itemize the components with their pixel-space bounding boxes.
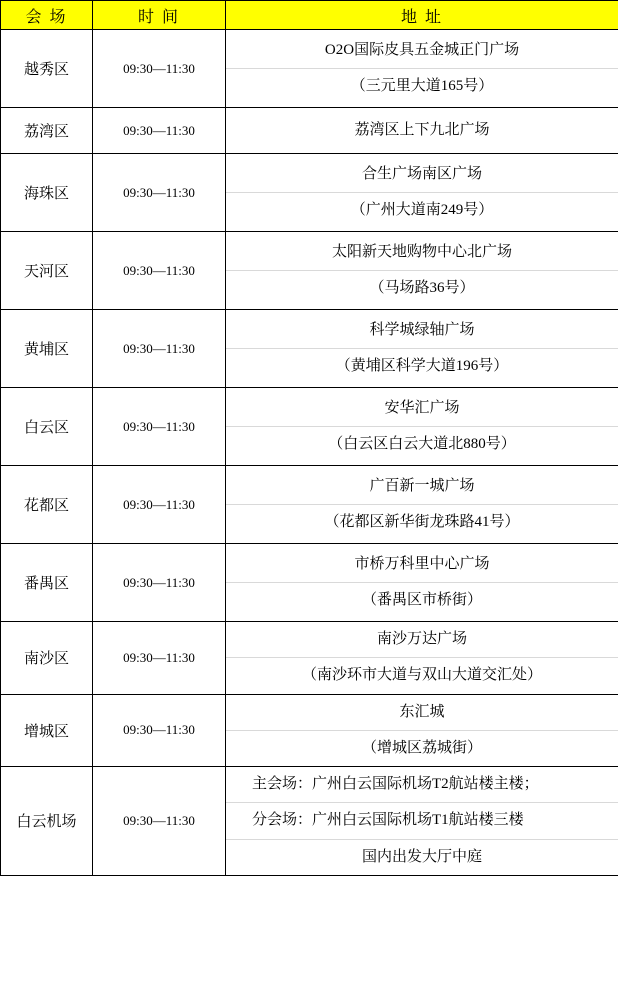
- table-row: [1, 544, 618, 622]
- cell-address: [226, 388, 618, 466]
- address-line: 分会场：广州白云国际机场T1航站楼三楼: [226, 802, 618, 838]
- address-line: 太阳新天地购物中心北广场: [331, 243, 512, 260]
- address-line: （马场路36号）: [226, 270, 618, 306]
- table-row: [1, 154, 618, 232]
- address-lines: [226, 235, 618, 307]
- table-row: [1, 694, 618, 767]
- table-body: [1, 30, 618, 876]
- cell-time: 09:30—11:30: [93, 767, 226, 876]
- address-line: （黄埔区科学大道196号）: [226, 348, 618, 384]
- cell-venue: 荔湾区: [1, 108, 93, 154]
- table-header-row: [1, 1, 618, 30]
- address-line: 市桥万科里中心广场: [354, 555, 490, 572]
- address-line: 合生广场南区广场: [361, 165, 482, 182]
- table-row: [1, 622, 618, 695]
- cell-venue: 天河区: [1, 232, 93, 310]
- address-lines: [226, 313, 618, 385]
- cell-address: [226, 30, 618, 108]
- cell-venue: 白云机场: [1, 767, 93, 876]
- address-lines: [226, 547, 618, 619]
- cell-address: [226, 767, 618, 876]
- column-header-venue: 会 场: [1, 1, 93, 30]
- cell-time: 09:30—11:30: [93, 310, 226, 388]
- cell-time: 09:30—11:30: [93, 108, 226, 154]
- cell-address: [226, 154, 618, 232]
- cell-venue: 花都区: [1, 466, 93, 544]
- address-line: 国内出发大厅中庭: [226, 839, 618, 875]
- table-row: [1, 466, 618, 544]
- cell-venue: 番禺区: [1, 544, 93, 622]
- cell-venue: 越秀区: [1, 30, 93, 108]
- cell-time: 09:30—11:30: [93, 466, 226, 544]
- table-row: [1, 767, 618, 876]
- address-line: （三元里大道165号）: [226, 68, 618, 104]
- address-line: （南沙环市大道与双山大道交汇处）: [226, 657, 618, 693]
- cell-address: [226, 544, 618, 622]
- cell-time: 09:30—11:30: [93, 30, 226, 108]
- table-row: [1, 310, 618, 388]
- address-lines: [226, 157, 618, 229]
- address-line: 东汇城: [399, 703, 445, 720]
- address-line: 南沙万达广场: [376, 631, 467, 647]
- address-line: 安华汇广场: [384, 399, 460, 416]
- address-line: O2O国际皮具五金城正门广场: [324, 41, 520, 58]
- column-header-address: 地 址: [226, 1, 618, 30]
- cell-address: [226, 310, 618, 388]
- address-line: 荔湾区上下九北广场: [354, 121, 490, 138]
- address-line: 主会场：广州白云国际机场T2航站楼主楼；: [252, 776, 539, 792]
- cell-time: 09:30—11:30: [93, 154, 226, 232]
- address-lines: [226, 33, 618, 105]
- cell-address: [226, 466, 618, 544]
- address-line: （花都区新华街龙珠路41号）: [226, 504, 618, 540]
- address-line: （增城区荔城街）: [226, 730, 618, 766]
- cell-address: [226, 694, 618, 767]
- address-lines: [226, 695, 618, 767]
- cell-time: 09:30—11:30: [93, 694, 226, 767]
- address-line: （白云区白云大道北880号）: [226, 426, 618, 462]
- address-lines: [226, 767, 618, 875]
- cell-venue: 白云区: [1, 388, 93, 466]
- address-lines: [226, 622, 618, 694]
- cell-address: [226, 232, 618, 310]
- cell-time: 09:30—11:30: [93, 232, 226, 310]
- table-row: [1, 388, 618, 466]
- table-row: [1, 30, 618, 108]
- address-lines: [226, 111, 618, 150]
- address-lines: [226, 469, 618, 541]
- address-line: （广州大道南249号）: [226, 192, 618, 228]
- cell-address: [226, 622, 618, 695]
- cell-address: [226, 108, 618, 154]
- address-line: 科学城绿轴广场: [369, 321, 475, 338]
- column-header-time: 时 间: [93, 1, 226, 30]
- cell-time: 09:30—11:30: [93, 544, 226, 622]
- address-lines: [226, 391, 618, 463]
- table-row: [1, 232, 618, 310]
- cell-venue: 增城区: [1, 694, 93, 767]
- address-line: （番禺区市桥街）: [226, 582, 618, 618]
- cell-venue: 黄埔区: [1, 310, 93, 388]
- cell-time: 09:30—11:30: [93, 388, 226, 466]
- address-line: 广百新一城广场: [369, 477, 475, 494]
- table-row: [1, 108, 618, 154]
- cell-venue: 南沙区: [1, 622, 93, 695]
- cell-venue: 海珠区: [1, 154, 93, 232]
- cell-time: 09:30—11:30: [93, 622, 226, 695]
- table-header: [1, 1, 618, 30]
